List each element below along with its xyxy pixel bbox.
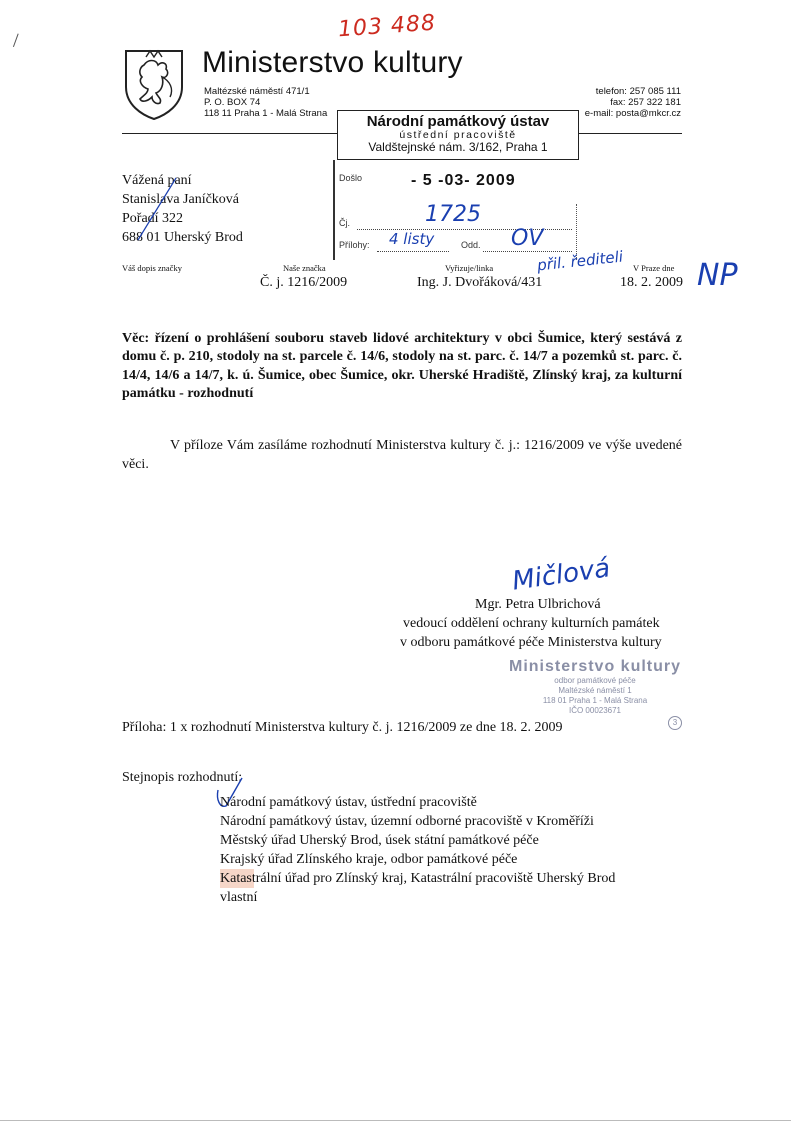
handler-name: Ing. J. Dvořáková/431	[417, 275, 543, 290]
signatory-role-line2: v odboru památkové péče Ministerstva kultury	[400, 635, 662, 650]
list-item: Národní památkový ústav, ústřední pracoviště	[220, 795, 477, 810]
recipient-name: Stanislava Janíčková	[122, 192, 240, 207]
signatory-name: Mgr. Petra Ulbrichová	[475, 597, 601, 612]
address-line: 118 11 Praha 1 - Malá Strana	[204, 108, 328, 119]
stamp-dept: ústřední pracoviště	[399, 129, 517, 141]
stamp-left-border	[333, 160, 335, 260]
handwritten-note: přil. řediteli	[536, 247, 624, 275]
list-item: Krajský úřad Zlínského kraje, odbor památkové péče	[220, 852, 518, 867]
received-label: Došlo	[339, 173, 363, 183]
official-seal-stamp	[505, 658, 685, 728]
list-item: vlastní	[220, 890, 258, 905]
seal-line: Maltézské náměstí 1	[558, 686, 632, 695]
seal-number: 3	[668, 716, 682, 730]
cj-label: Čj.	[339, 218, 350, 228]
our-reference: Č. j. 1216/2009	[260, 275, 348, 290]
seal-line: IČO 00023671	[568, 706, 622, 715]
stamp-address: Valdštejnské nám. 3/162, Praha 1	[368, 140, 548, 154]
stamp-org: Národní památkový ústav	[366, 113, 550, 130]
list-item: Městský úřad Uherský Brod, úsek státní památkové péče	[220, 833, 539, 848]
salutation: Vážená paní	[122, 173, 192, 188]
address-line: Maltézské náměstí 471/1	[204, 86, 310, 97]
attachment-line: Příloha: 1 x rozhodnutí Ministerstva kultury č. j. 1216/2009 ze dne 18. 2. 2009	[122, 720, 563, 735]
ref-label-your-letter: Váš dopis značky	[122, 263, 182, 273]
state-crest-logo	[122, 47, 186, 121]
handwritten-checkmark	[118, 174, 198, 244]
cj-handwritten: 1725	[425, 202, 481, 227]
received-date: - 5 -03- 2009	[411, 172, 516, 189]
margin-mark	[13, 34, 28, 51]
attachments-dotline	[377, 250, 449, 252]
recipient-street: Pořadí 322	[122, 211, 184, 226]
reception-stamp-form	[333, 160, 578, 260]
attachments-label: Přílohy:	[339, 240, 370, 250]
phone-line: telefon: 257 085 111	[595, 86, 681, 97]
ref-label-handler: Vyřizuje/linka	[445, 263, 494, 273]
fax-line: fax: 257 322 181	[610, 97, 681, 108]
body-paragraph: V příloze Vám zasíláme rozhodnutí Ministerstva kultury č. j.: 1216/2009 ve výše uvedené věci.	[122, 438, 682, 472]
list-item: Národní památkový ústav, územní odborné pracoviště v Kroměříži	[220, 814, 594, 829]
seal-title: Ministerstvo kultury	[508, 658, 682, 675]
ref-label-date: V Praze dne	[633, 263, 675, 273]
attachments-handwritten: 4 listy	[389, 230, 435, 248]
seal-line: odbor památkové péče	[554, 676, 636, 685]
handwritten-reference-number: 103 488	[337, 10, 437, 43]
signatory-role-line1: vedoucí oddělení ochrany kulturních památek	[403, 616, 660, 631]
handwritten-initials: NP	[697, 258, 738, 293]
letter-date: 18. 2. 2009	[620, 275, 683, 290]
list-item: Katastrální úřad pro Zlínský kraj, Katastrální pracoviště Uherský Brod	[220, 871, 616, 886]
dept-handwritten: OV	[511, 226, 544, 251]
copies-heading: Stejnopis rozhodnutí:	[122, 770, 243, 785]
copies-list	[220, 793, 615, 907]
ministry-title: Ministerstvo kultury	[202, 46, 463, 79]
subject-paragraph: Věc: řízení o prohlášení souboru staveb lidové architektury v obci Šumice, který sestává z domu č. p. 210, stodoly na st. parcele č. 14/6, stodoly na st. parc. č. 14/7 a pozemků st. parc. č. 14/4, 14/6 a 14/7, k. ú. Šumice, obec Šumice, okr. Uherské Hradiště, Zlínský kraj, za kulturní památku - rozhodnutí	[122, 331, 682, 401]
ministry-address	[204, 86, 327, 119]
dept-label: Odd.	[461, 240, 481, 250]
address-line: P. O. BOX 74	[204, 97, 261, 108]
seal-line: 118 01 Praha 1 - Malá Strana	[542, 696, 648, 705]
email-line: e-mail: posta@mkcr.cz	[584, 108, 681, 119]
recipient-city: 688 01 Uherský Brod	[122, 230, 243, 245]
ref-label-our-ref: Naše značka	[283, 263, 326, 273]
handwritten-signature: Mičlová	[510, 553, 613, 597]
page-bottom-edge	[0, 1120, 791, 1121]
reception-stamp-header	[337, 110, 579, 160]
